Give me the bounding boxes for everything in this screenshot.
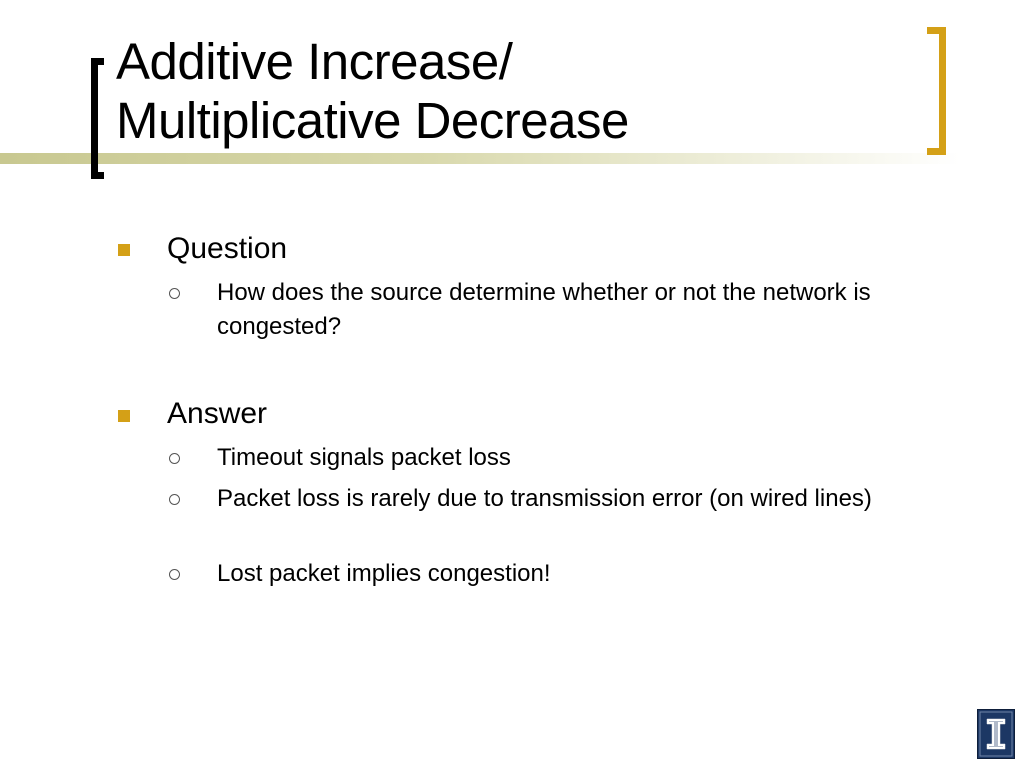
slide-title-line-2: Multiplicative Decrease bbox=[116, 92, 629, 149]
slide-title bbox=[116, 32, 629, 150]
square-bullet-icon bbox=[118, 244, 130, 256]
title-underline-bar bbox=[0, 153, 960, 164]
section-heading-question: Question bbox=[167, 232, 288, 265]
circle-bullet-icon bbox=[169, 453, 180, 464]
circle-bullet-icon bbox=[169, 494, 180, 505]
block-i-logo-icon bbox=[977, 709, 1015, 759]
section-heading-answer: Answer bbox=[167, 397, 268, 430]
left-bracket-decoration bbox=[91, 58, 104, 179]
circle-bullet-icon bbox=[169, 569, 180, 580]
right-bracket-decoration bbox=[927, 27, 946, 155]
slide-title-line-1: Additive Increase/ bbox=[116, 33, 513, 90]
square-bullet-icon bbox=[118, 410, 130, 422]
list-item: Lost packet implies congestion! bbox=[217, 560, 551, 587]
list-item: Packet loss is rarely due to transmission error (on wired lines) bbox=[217, 485, 872, 512]
list-item: Timeout signals packet loss bbox=[217, 444, 511, 471]
list-item: How does the source determine whether or not the network is congested? bbox=[217, 279, 871, 340]
circle-bullet-icon bbox=[169, 288, 180, 299]
